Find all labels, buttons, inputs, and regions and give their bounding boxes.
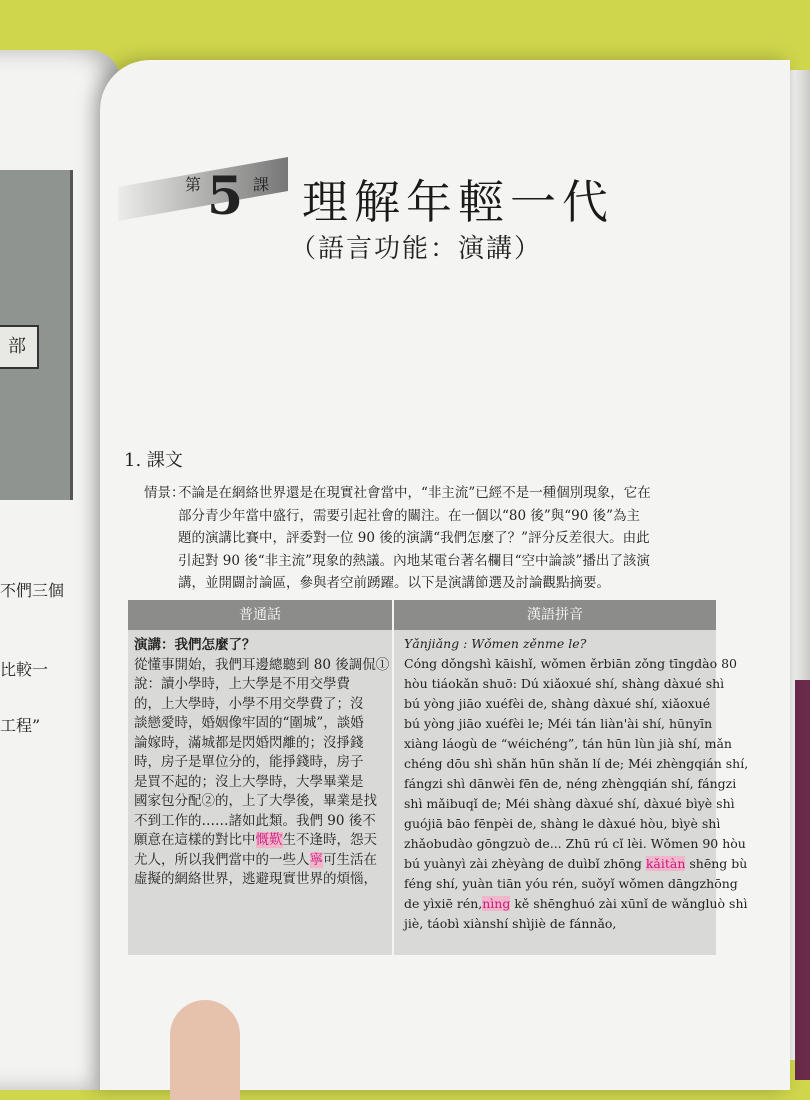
column-divider xyxy=(392,600,394,955)
chinese-line: 願意在這樣的對比中慨歎生不逢時，怨天 xyxy=(134,832,377,848)
intro-line: 部分青少年當中盛行，需要引起社會的關注。在一個以“80 後”與“90 後”為主 xyxy=(178,507,641,524)
highlighted-word: kǎitàn xyxy=(645,856,686,871)
chinese-text-column xyxy=(134,636,390,890)
pinyin-line: chéng dōu shì shǎn hūn shǎn lí de; Méi zhèngqián shí, xyxy=(404,756,749,771)
chinese-line: 論嫁時，滿城都是閃婚閃離的；沒掙錢 xyxy=(134,734,364,751)
table-header-mandarin: 普通話 xyxy=(128,600,392,630)
photo-sign-text: 部 xyxy=(0,325,39,369)
chinese-line: 虛擬的網絡世界，逃避現實世界的煩惱， xyxy=(134,871,377,887)
chinese-line: 時，房子是單位分的，能掙錢時，房子 xyxy=(134,754,364,770)
pinyin-line: hòu tiáokǎn shuō: Dú xiǎoxué shí, shàng dàxué shì xyxy=(404,676,725,691)
pinyin-line: xiàng láogù de “wéichéng”, tán hūn lùn jià shí, mǎn xyxy=(404,736,732,751)
thumb xyxy=(170,1000,240,1100)
lesson-suffix: 課 xyxy=(253,175,270,194)
lesson-number: 5 xyxy=(207,166,244,227)
table-header-pinyin: 漢語拼音 xyxy=(394,600,716,630)
pinyin-line: Cóng dǒngshì kāishǐ, wǒmen ěrbiān zǒng tīngdào 80 xyxy=(404,656,737,671)
pinyin-text-column xyxy=(404,634,749,934)
lesson-title: 理解年輕一代 xyxy=(302,175,614,229)
chinese-line: 國家包分配②的，上了大學後，畢業是找 xyxy=(134,793,377,809)
pinyin-line: de yìxiē rén,nìng kě shēnghuó zài xūnǐ de wǎngluò shì xyxy=(404,896,748,911)
chinese-line: 不到工作的……諸如此類。我們 90 後不 xyxy=(134,812,376,829)
highlighted-word: nìng xyxy=(482,896,511,911)
pinyin-line: zhǎobudào gōngzuò de... Zhū rú cǐ lèi. Wǒmen 90 hòu xyxy=(404,836,746,851)
highlighted-word: 寧 xyxy=(309,851,323,868)
left-page-line: 工程” xyxy=(0,716,41,735)
pinyin-line: guójiā bāo fēnpèi de, shàng le dàxué hòu, bìyè shì xyxy=(404,816,721,831)
intro-line: 題的演講比賽中，評委對一位 90 後的演講“我們怎麼了？”評分反差很大。由此 xyxy=(178,530,650,546)
scenario-label: 情景： xyxy=(144,485,185,501)
chinese-line: 談戀愛時，婚姻像牢固的“圍城”，談婚 xyxy=(134,715,364,731)
lesson-prefix: 第 xyxy=(185,175,202,194)
back-cover-edge xyxy=(795,680,810,1080)
chinese-line: 從懂事開始，我們耳邊總聽到 80 後調侃① xyxy=(134,656,390,673)
chinese-line: 尤人，所以我們當中的一些人寧可生活在 xyxy=(134,851,377,868)
left-page-line: 不們三個 xyxy=(0,581,65,600)
chinese-line: 的，上大學時，小學不用交學費了；沒 xyxy=(134,695,364,712)
pinyin-line: shì mǎibuqǐ de; Méi shàng dàxué shí, dàxué bìyè shì xyxy=(404,796,735,811)
left-page-line: 比較一 xyxy=(0,660,49,679)
book-page xyxy=(100,60,790,1090)
lesson-number-badge xyxy=(185,166,285,230)
pinyin-line: bú yòng jiāo xuéfèi le; Méi tán liàn'ài shí, hūnyīn xyxy=(404,716,713,731)
chinese-line: 說：讀小學時，上大學是不用交學費 xyxy=(134,676,350,692)
lesson-subtitle: （語言功能：演講） xyxy=(290,234,543,264)
pinyin-heading: Yǎnjiǎng : Wǒmen zěnme le? xyxy=(404,636,587,651)
pinyin-line: jiè, táobì xiànshí shìjiè de fánnǎo, xyxy=(404,916,617,931)
left-page-photo xyxy=(0,170,73,500)
intro-line: 不論是在網絡世界還是在現實社會當中，“非主流”已經不是一種個別現象，它在 xyxy=(178,485,651,501)
highlighted-word: 慨歎 xyxy=(255,832,283,848)
intro-line: 講，並開闢討論區，參與者空前踴躍。以下是演講節選及討論觀點摘要。 xyxy=(178,575,610,591)
section-heading: 1. 課文 xyxy=(124,450,183,471)
text-table xyxy=(128,600,749,955)
intro-line: 引起對 90 後“非主流”現象的熱議。內地某電台著名欄目“空中論談”播出了該演 xyxy=(178,552,650,569)
pinyin-line: bú yuànyì zài zhèyàng de duìbǐ zhōng kǎitàn shēng bù xyxy=(404,856,748,871)
pinyin-line: fángzi shì dānwèi fēn de, néng zhèngqián shí, fángzi xyxy=(404,776,737,791)
pinyin-line: bú yòng jiāo xuéfèi de, shàng dàxué shí, xiǎoxué xyxy=(404,696,711,711)
pinyin-line: féng shí, yuàn tiān yóu rén, suǒyǐ wǒmen dāngzhōng xyxy=(404,876,738,891)
chinese-line: 是買不起的；沒上大學時，大學畢業是 xyxy=(134,773,364,790)
speech-heading: 演講：我們怎麼了？ xyxy=(134,637,256,653)
